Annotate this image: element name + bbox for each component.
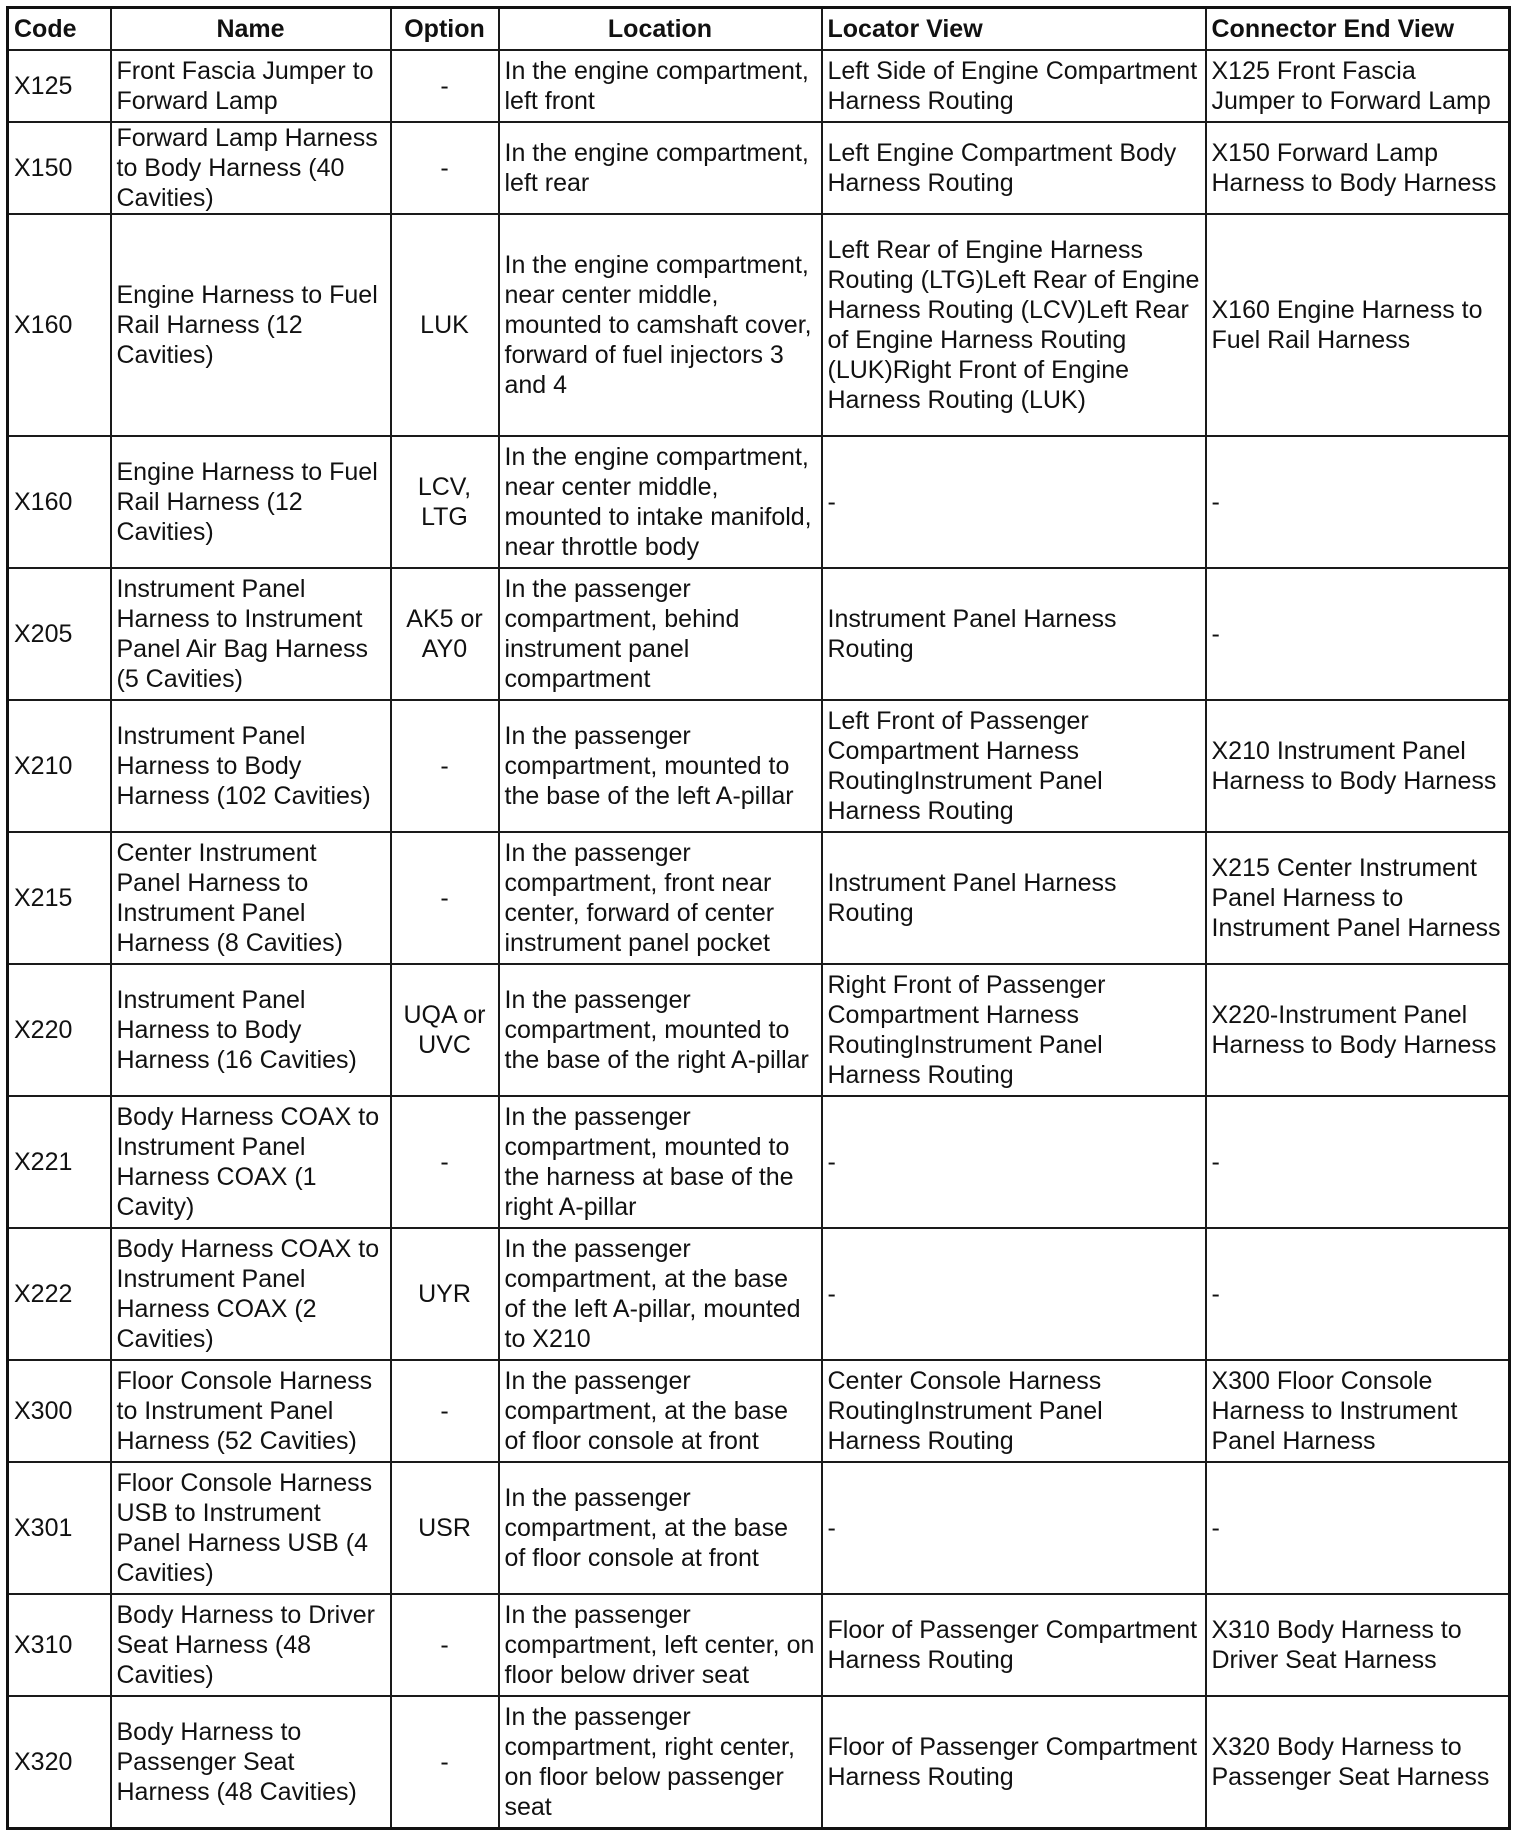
table-row: [8, 214, 1510, 436]
cell-location: In the engine compartment, left front: [499, 50, 822, 122]
cell-code: X150: [8, 122, 111, 214]
cell-name: Center Instrument Panel Harness to Instrument Panel Harness (8 Cavities): [111, 832, 391, 964]
table-row: [8, 122, 1510, 214]
cell-locator-view: -: [822, 1228, 1206, 1360]
cell-location: In the engine compartment, left rear: [499, 122, 822, 214]
cell-code: X301: [8, 1462, 111, 1594]
header-row: [8, 8, 1510, 51]
cell-code: X205: [8, 568, 111, 700]
table-row: [8, 832, 1510, 964]
cell-connector-end-view: -: [1206, 436, 1510, 568]
cell-location: In the passenger compartment, behind instrument panel compartment: [499, 568, 822, 700]
cell-connector-end-view: X320 Body Harness to Passenger Seat Harness: [1206, 1696, 1510, 1828]
cell-name: Body Harness to Driver Seat Harness (48 Cavities): [111, 1594, 391, 1696]
cell-location: In the passenger compartment, at the base of floor console at front: [499, 1462, 822, 1594]
cell-name: Instrument Panel Harness to Body Harness (16 Cavities): [111, 964, 391, 1096]
connector-table: [6, 6, 1511, 1830]
cell-locator-view: Left Side of Engine Compartment Harness Routing: [822, 50, 1206, 122]
cell-code: X125: [8, 50, 111, 122]
table-row: [8, 700, 1510, 832]
header-option: Option: [391, 8, 499, 51]
cell-code: X160: [8, 214, 111, 436]
header-code: Code: [8, 8, 111, 51]
table-row: [8, 1696, 1510, 1828]
cell-connector-end-view: X215 Center Instrument Panel Harness to Instrument Panel Harness: [1206, 832, 1510, 964]
cell-location: In the passenger compartment, mounted to the base of the right A-pillar: [499, 964, 822, 1096]
cell-location: In the engine compartment, near center middle, mounted to intake manifold, near throttle body: [499, 436, 822, 568]
table-row: [8, 568, 1510, 700]
cell-option: -: [391, 1096, 499, 1228]
cell-locator-view: Center Console Harness RoutingInstrument Panel Harness Routing: [822, 1360, 1206, 1462]
cell-connector-end-view: X310 Body Harness to Driver Seat Harness: [1206, 1594, 1510, 1696]
cell-name: Engine Harness to Fuel Rail Harness (12 Cavities): [111, 214, 391, 436]
cell-code: X220: [8, 964, 111, 1096]
cell-location: In the passenger compartment, mounted to the base of the left A-pillar: [499, 700, 822, 832]
table-row: [8, 1096, 1510, 1228]
cell-connector-end-view: -: [1206, 1462, 1510, 1594]
cell-connector-end-view: X220-Instrument Panel Harness to Body Harness: [1206, 964, 1510, 1096]
cell-code: X210: [8, 700, 111, 832]
table-row: [8, 1360, 1510, 1462]
cell-option: -: [391, 700, 499, 832]
cell-option: LUK: [391, 214, 499, 436]
cell-locator-view: Floor of Passenger Compartment Harness Routing: [822, 1594, 1206, 1696]
table-row: [8, 50, 1510, 122]
cell-code: X221: [8, 1096, 111, 1228]
header-connector-end-view: Connector End View: [1206, 8, 1510, 51]
table-row: [8, 1228, 1510, 1360]
cell-locator-view: Left Front of Passenger Compartment Harness RoutingInstrument Panel Harness Routing: [822, 700, 1206, 832]
cell-code: X215: [8, 832, 111, 964]
cell-locator-view: Instrument Panel Harness Routing: [822, 832, 1206, 964]
cell-name: Front Fascia Jumper to Forward Lamp: [111, 50, 391, 122]
cell-option: USR: [391, 1462, 499, 1594]
cell-connector-end-view: X125 Front Fascia Jumper to Forward Lamp: [1206, 50, 1510, 122]
header-locator-view: Locator View: [822, 8, 1206, 51]
cell-locator-view: Left Rear of Engine Harness Routing (LTG)Left Rear of Engine Harness Routing (LCV)Left Rear of Engine Harness Routing (LUK)Right Front of Engine Harness Routing (LUK): [822, 214, 1206, 436]
cell-option: -: [391, 1594, 499, 1696]
cell-connector-end-view: X210 Instrument Panel Harness to Body Harness: [1206, 700, 1510, 832]
table-row: [8, 964, 1510, 1096]
cell-location: In the engine compartment, near center middle, mounted to camshaft cover, forward of fuel injectors 3 and 4: [499, 214, 822, 436]
cell-locator-view: -: [822, 436, 1206, 568]
cell-connector-end-view: -: [1206, 1228, 1510, 1360]
cell-name: Forward Lamp Harness to Body Harness (40 Cavities): [111, 122, 391, 214]
cell-option: -: [391, 50, 499, 122]
cell-option: AK5 or AY0: [391, 568, 499, 700]
cell-name: Body Harness to Passenger Seat Harness (48 Cavities): [111, 1696, 391, 1828]
cell-location: In the passenger compartment, mounted to the harness at base of the right A-pillar: [499, 1096, 822, 1228]
cell-code: X300: [8, 1360, 111, 1462]
cell-code: X310: [8, 1594, 111, 1696]
cell-locator-view: -: [822, 1462, 1206, 1594]
cell-connector-end-view: -: [1206, 1096, 1510, 1228]
cell-name: Instrument Panel Harness to Body Harness (102 Cavities): [111, 700, 391, 832]
cell-connector-end-view: X160 Engine Harness to Fuel Rail Harness: [1206, 214, 1510, 436]
cell-location: In the passenger compartment, front near center, forward of center instrument panel pocket: [499, 832, 822, 964]
cell-code: X222: [8, 1228, 111, 1360]
header-location: Location: [499, 8, 822, 51]
cell-name: Body Harness COAX to Instrument Panel Harness COAX (2 Cavities): [111, 1228, 391, 1360]
cell-code: X160: [8, 436, 111, 568]
cell-option: -: [391, 1360, 499, 1462]
table-row: [8, 1594, 1510, 1696]
cell-option: -: [391, 1696, 499, 1828]
table-row: [8, 436, 1510, 568]
cell-option: -: [391, 122, 499, 214]
cell-option: LCV, LTG: [391, 436, 499, 568]
cell-location: In the passenger compartment, left center, on floor below driver seat: [499, 1594, 822, 1696]
cell-name: Body Harness COAX to Instrument Panel Harness COAX (1 Cavity): [111, 1096, 391, 1228]
cell-option: UQA or UVC: [391, 964, 499, 1096]
cell-name: Floor Console Harness USB to Instrument Panel Harness USB (4 Cavities): [111, 1462, 391, 1594]
cell-code: X320: [8, 1696, 111, 1828]
cell-name: Floor Console Harness to Instrument Panel Harness (52 Cavities): [111, 1360, 391, 1462]
cell-option: -: [391, 832, 499, 964]
cell-option: UYR: [391, 1228, 499, 1360]
cell-name: Instrument Panel Harness to Instrument Panel Air Bag Harness (5 Cavities): [111, 568, 391, 700]
cell-locator-view: Right Front of Passenger Compartment Harness RoutingInstrument Panel Harness Routing: [822, 964, 1206, 1096]
cell-location: In the passenger compartment, right center, on floor below passenger seat: [499, 1696, 822, 1828]
cell-name: Engine Harness to Fuel Rail Harness (12 Cavities): [111, 436, 391, 568]
table-row: [8, 1462, 1510, 1594]
cell-connector-end-view: X150 Forward Lamp Harness to Body Harness: [1206, 122, 1510, 214]
cell-locator-view: Instrument Panel Harness Routing: [822, 568, 1206, 700]
cell-locator-view: -: [822, 1096, 1206, 1228]
cell-connector-end-view: -: [1206, 568, 1510, 700]
cell-locator-view: Left Engine Compartment Body Harness Routing: [822, 122, 1206, 214]
table-body: [8, 50, 1510, 1828]
connector-table-container: [6, 6, 1508, 1830]
cell-location: In the passenger compartment, at the base of floor console at front: [499, 1360, 822, 1462]
cell-locator-view: Floor of Passenger Compartment Harness Routing: [822, 1696, 1206, 1828]
cell-location: In the passenger compartment, at the base of the left A-pillar, mounted to X210: [499, 1228, 822, 1360]
header-name: Name: [111, 8, 391, 51]
table-header: [8, 8, 1510, 51]
cell-connector-end-view: X300 Floor Console Harness to Instrument Panel Harness: [1206, 1360, 1510, 1462]
